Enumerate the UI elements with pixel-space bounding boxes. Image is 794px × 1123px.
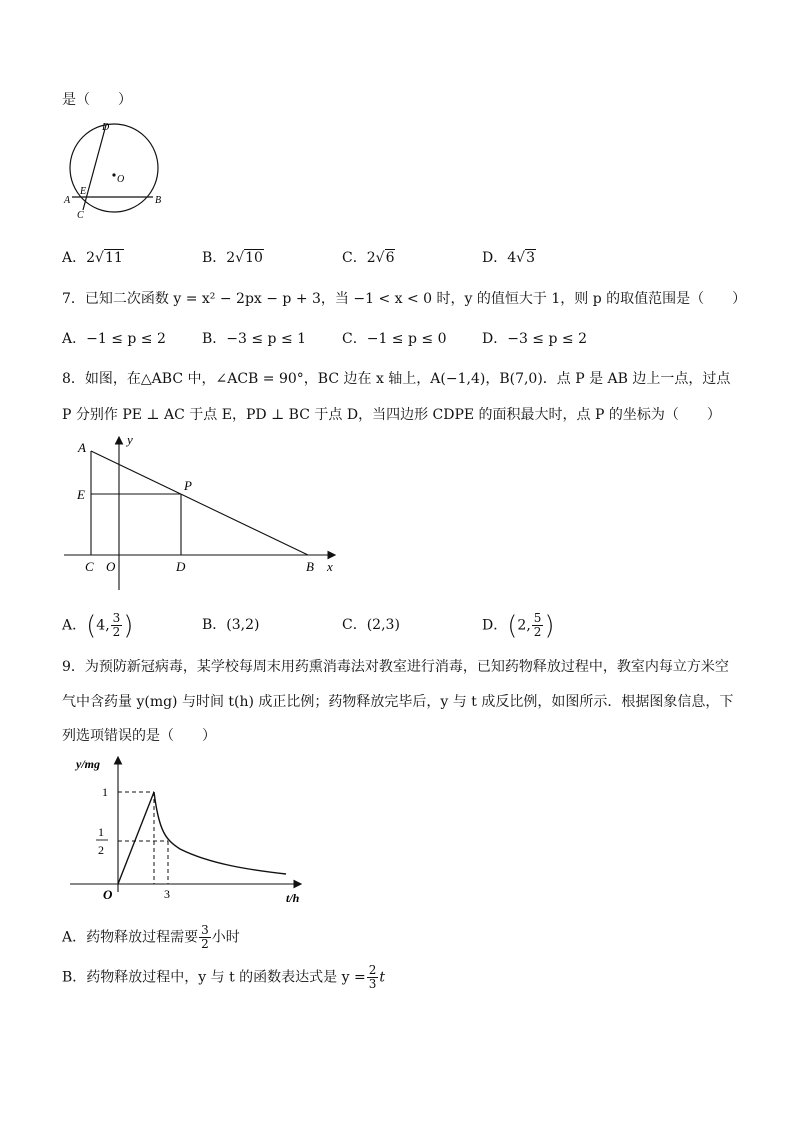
option-label: D． (482, 250, 508, 266)
q9-option-b[interactable]: B．药物释放过程中，y 与 t 的函数表达式是 y = $\frac{2}{3}$ t (62, 963, 385, 991)
label-y: y (127, 432, 133, 447)
q8-option-b[interactable]: B．(3,2) (202, 617, 260, 633)
coef: 2 (86, 250, 96, 266)
radicand: 6 (385, 250, 395, 266)
q8-stem-line2: P 分别作 PE ⊥ AC 于点 E，PD ⊥ BC 于点 D，当四边形 CDPE 的面积最大时，点 P 的坐标为（ ） (62, 407, 721, 423)
q8-option-a[interactable]: A．(4, $\frac{3}{2}$ ) (62, 610, 134, 641)
q9-stem-line3: 列选项错误的是（ ） (62, 728, 216, 744)
q7-stem: 7．已知二次函数 y = x² − 2px − p + 3，当 −1 < x < 0 时，y 的值恒大于 1，则 p 的取值范围是（ ） (62, 291, 747, 307)
coord-x: 2 (517, 617, 527, 634)
q8-option-d[interactable]: D．(2, $\frac{5}{2}$ ) (482, 610, 555, 641)
tick-3: 3 (164, 887, 170, 901)
center-point (112, 173, 115, 176)
option-label: A． (62, 617, 87, 634)
q9-option-a[interactable]: A．药物释放过程需要 $\frac{3}{2}$ 小时 (62, 923, 240, 951)
q6-option-a[interactable]: A．2√11 (62, 250, 123, 266)
tick-half-den: 2 (98, 843, 104, 857)
label-c: C (77, 210, 84, 220)
tick-1: 1 (102, 785, 108, 799)
q7-option-b[interactable]: B．−3 ≤ p ≤ 1 (202, 331, 307, 347)
radicand: 11 (104, 250, 123, 266)
radicand: 3 (526, 250, 535, 266)
fraction: $\frac{5}{2}$ (533, 611, 542, 639)
q7-option-a[interactable]: A．−1 ≤ p ≤ 2 (62, 331, 166, 347)
label-o: O (106, 559, 116, 574)
q6-circle-figure (60, 118, 170, 220)
coef: 2 (226, 250, 236, 266)
tick-half-num: 1 (98, 825, 104, 839)
option-label: C． (342, 250, 367, 266)
origin-label: O (103, 887, 113, 902)
q6-stem-tail: 是（ ） (62, 92, 132, 108)
label-o: O (117, 174, 125, 185)
fraction: $\frac{2}{3}$ (368, 963, 377, 991)
label-c: C (85, 559, 94, 574)
y-axis-label: y/mg (76, 757, 100, 771)
label-b: B (306, 559, 314, 574)
label-d: D (102, 122, 110, 133)
q9-stem-line2: 气中含药量 y(mg) 与时间 t(h) 成正比例；药物释放完毕后，y 与 t 成反比例，如图所示．根据图象信息，下 (62, 694, 734, 710)
q7-option-d[interactable]: D．−3 ≤ p ≤ 2 (482, 331, 587, 347)
side-ab (91, 451, 308, 555)
label-p: P (184, 478, 192, 493)
coef: 4 (507, 250, 517, 266)
option-label: A． (62, 250, 87, 266)
q8-triangle-figure (60, 428, 350, 593)
q6-option-c[interactable]: C．2√6 (342, 250, 395, 266)
coord-x: 4 (96, 617, 106, 634)
radicand: 10 (245, 250, 263, 266)
label-b: B (155, 195, 162, 206)
fraction: $\frac{3}{2}$ (112, 611, 121, 639)
q7-option-c[interactable]: C．−1 ≤ p ≤ 0 (342, 331, 447, 347)
q9-graph-figure (60, 752, 320, 907)
coef: 2 (366, 250, 376, 266)
option-label: B． (202, 250, 227, 266)
q6-option-b[interactable]: B．2√10 (202, 250, 263, 266)
label-a: A (64, 195, 71, 206)
rising-line (118, 792, 154, 884)
q8-stem-line1: 8．如图，在△ABC 中，∠ACB = 90°，BC 边在 x 轴上，A(−1,4)，B(7,0)．点 P 是 AB 边上一点，过点 (62, 371, 731, 387)
q8-option-c[interactable]: C．(2,3) (342, 617, 400, 633)
q9-stem-line1: 9．为预防新冠病毒，某学校每周末用药熏消毒法对教室进行消毒，已知药物释放过程中，教室内每立方米空 (62, 659, 729, 675)
option-label: D． (482, 617, 508, 634)
circle-o (70, 124, 158, 212)
label-d: D (176, 559, 186, 574)
label-e: E (80, 186, 87, 197)
fraction: $\frac{3}{2}$ (201, 923, 209, 951)
decay-curve (154, 792, 286, 874)
x-axis-label: t/h (286, 891, 300, 905)
q6-option-d[interactable]: D．4√3 (482, 250, 535, 266)
label-a: A (78, 440, 86, 455)
label-x: x (327, 559, 333, 574)
label-e: E (77, 487, 85, 502)
